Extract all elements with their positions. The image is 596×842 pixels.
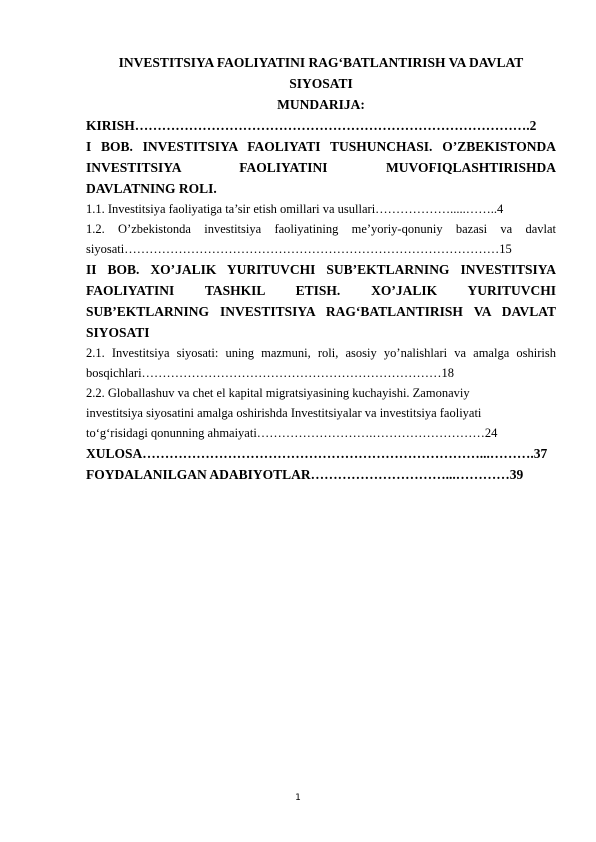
toc-entry-section-2-2-line-3: to‘g‘risidagi qonunning ahmaiyati……………………….………………………24 xyxy=(86,426,498,440)
toc-entry-chapter-2: II BOB. XO’JALIK YURITUVCHI SUB’EKTLARNING INVESTITSIYA FAOLIYATINI TASHKIL ETISH. XO’JALIK YURITUVCHI SUB’EKTLARNING INVESTITSIYA RAG‘BATLANTIRISH VA DAVLAT xyxy=(86,262,556,319)
toc-entry-chapter-1-end: DAVLATNING ROLI. xyxy=(86,181,217,196)
toc-entry-adabiyotlar: FOYDALANILGAN ADABIYOTLAR…………………………...…………39 xyxy=(86,467,524,482)
toc-entry-section-2-2-line-2: investitsiya siyosatini amalga oshirishda Investitsiyalar va investitsiya faoliyati xyxy=(86,406,482,420)
toc-heading: MUNDARIJA: xyxy=(277,97,365,112)
toc-entry-chapter-1: I BOB. INVESTITSIYA FAOLIYATI TUSHUNCHASI. O’ZBEKISTONDA INVESTITSIYA FAOLIYATINI MUVOFIQLASHTIRISHDA xyxy=(86,139,556,175)
toc-entry-chapter-2-end: SIYOSATI xyxy=(86,325,150,340)
toc-entry-kirish: KIRISH…………………………………………………………………………….2 xyxy=(86,118,537,133)
toc-entry-section-2-1: 2.1. Investitsiya siyosati: uning mazmuni, roli, asosiy yo’nalishlari va amalga oshirish bosqichlari………………………………………………………………18 xyxy=(86,346,556,380)
toc-entry-xulosa: XULOSA…………………………………………………………………...……….37 xyxy=(86,446,548,461)
page-number: 1 xyxy=(295,793,301,803)
toc-entry-section-2-2-line-1: 2.2. Globallashuv va chet el kapital migratsiyasining kuchayishi. Zamonaviy xyxy=(86,386,470,400)
toc-entry-section-1-2: 1.2. O’zbekistonda investitsiya faoliyatining me’yoriy-qonuniy bazasi va davlat siyosati………………………………………………………………………………15 xyxy=(86,222,556,256)
document-title: INVESTITSIYA FAOLIYATINI RAG‘BATLANTIRISH VA DAVLAT SIYOSATI xyxy=(118,55,524,91)
document-content xyxy=(86,52,556,485)
toc-entry-section-1-1: 1.1. Investitsiya faoliyatiga ta’sir etish omillari va usullari……………….....……..4 xyxy=(86,202,504,216)
